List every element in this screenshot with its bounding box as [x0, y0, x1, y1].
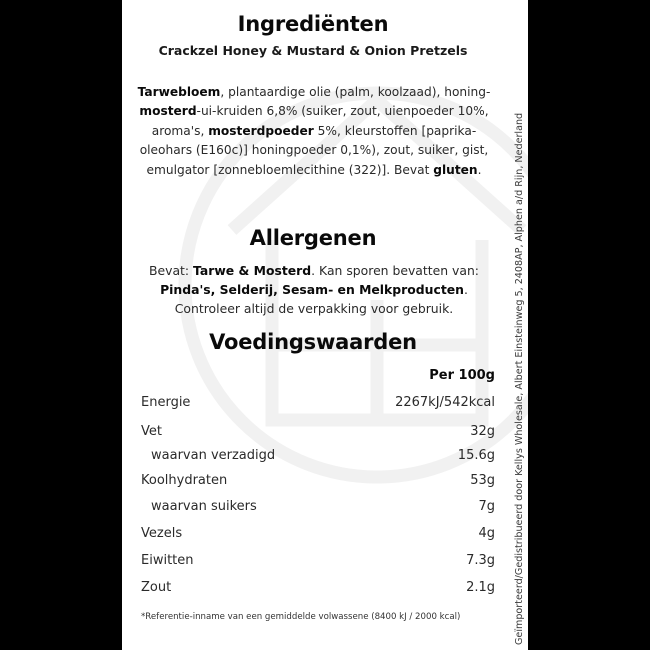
nutrition-row-koolhydraten — [141, 470, 495, 490]
nutrition-value: 2267kJ/542kcal — [395, 394, 495, 410]
nutrition-value: 4g — [478, 525, 495, 541]
allergen-segment: . Kan sporen bevatten van: — [311, 263, 479, 278]
nutrition-value: 15.6g — [457, 447, 495, 463]
nutrition-value: 7.3g — [466, 552, 495, 568]
nutrition-row-verzadigd — [141, 445, 495, 465]
ingredient-segment: mosterd — [139, 104, 197, 119]
nutrition-label: Koolhydraten — [141, 472, 228, 488]
ingredient-segment: Tarwebloem — [137, 85, 221, 99]
ingredient-segment: . — [477, 162, 482, 177]
ingredient-segment: mosterdpoeder — [208, 123, 314, 138]
nutrition-row-energie — [141, 392, 495, 412]
nutrition-value: 32g — [470, 423, 495, 439]
ingredient-segment: 5%, kleurstoffen [paprika-oleohars (E160c)] honingpoeder 0,1%), zout, suiker, gist, emulgator [zonnebloemlecithine (322)]. Bevat — [139, 123, 489, 177]
nutrition-label: waarvan suikers — [151, 498, 257, 514]
allergen-segment: Pinda's, Selderij, Sesam- en Melkproducten — [160, 282, 464, 298]
nutrition-value: 2.1g — [466, 579, 495, 595]
nutrition-row-zout — [141, 577, 495, 597]
allergen-segment: . Controleer altijd de verpakking voor gebruik. — [174, 282, 468, 317]
nutrition-label: Vezels — [141, 525, 183, 541]
product-name: Crackzel Honey & Mustard & Onion Pretzels — [158, 43, 468, 58]
nutrition-label: Zout — [141, 579, 172, 595]
nutrition-row-vet — [141, 421, 495, 441]
nutrition-row-suikers — [141, 496, 495, 516]
ingredient-segment: -ui-kruiden 6,8% (suiker, zout, uienpoeder 10%, aroma's, — [151, 104, 489, 138]
nutrition-column-header: Per 100g — [429, 368, 495, 383]
allergen-segment: Tarwe & Mosterd — [193, 263, 312, 278]
importer-address: Geïmporteerd/Gedistribueerd door Kellys Wholesale, Albert Einsteinweg 5, 2408AP, Alphen a/d Rijn, Nederland — [514, 112, 525, 645]
allergen-segment: Bevat: — [149, 263, 194, 278]
allergens-text — [130, 261, 498, 319]
reference-intake-footnote: *Referentie-inname van een gemiddelde volwassene (8400 kJ / 2000 kcal) — [141, 612, 461, 622]
nutrition-value: 7g — [478, 498, 495, 514]
nutrition-value: 53g — [470, 472, 495, 488]
ingredients-text — [130, 83, 498, 180]
ingredient-segment: , plantaardige olie (palm, koolzaad), honing- — [220, 85, 491, 99]
nutrition-row-vezels — [141, 523, 495, 543]
nutrition-label: Eiwitten — [141, 552, 194, 568]
label-content — [122, 0, 528, 650]
ingredient-label-panel — [122, 0, 528, 650]
allergens-heading: Allergenen — [249, 226, 377, 250]
ingredients-heading: Ingrediënten — [237, 12, 389, 36]
nutrition-row-eiwitten — [141, 550, 495, 570]
nutrition-label: Energie — [141, 394, 191, 410]
nutrition-label: Vet — [141, 423, 162, 439]
ingredient-segment: gluten — [433, 162, 478, 177]
nutrition-label: waarvan verzadigd — [151, 447, 276, 463]
nutrition-heading: Voedingswaarden — [209, 330, 417, 354]
